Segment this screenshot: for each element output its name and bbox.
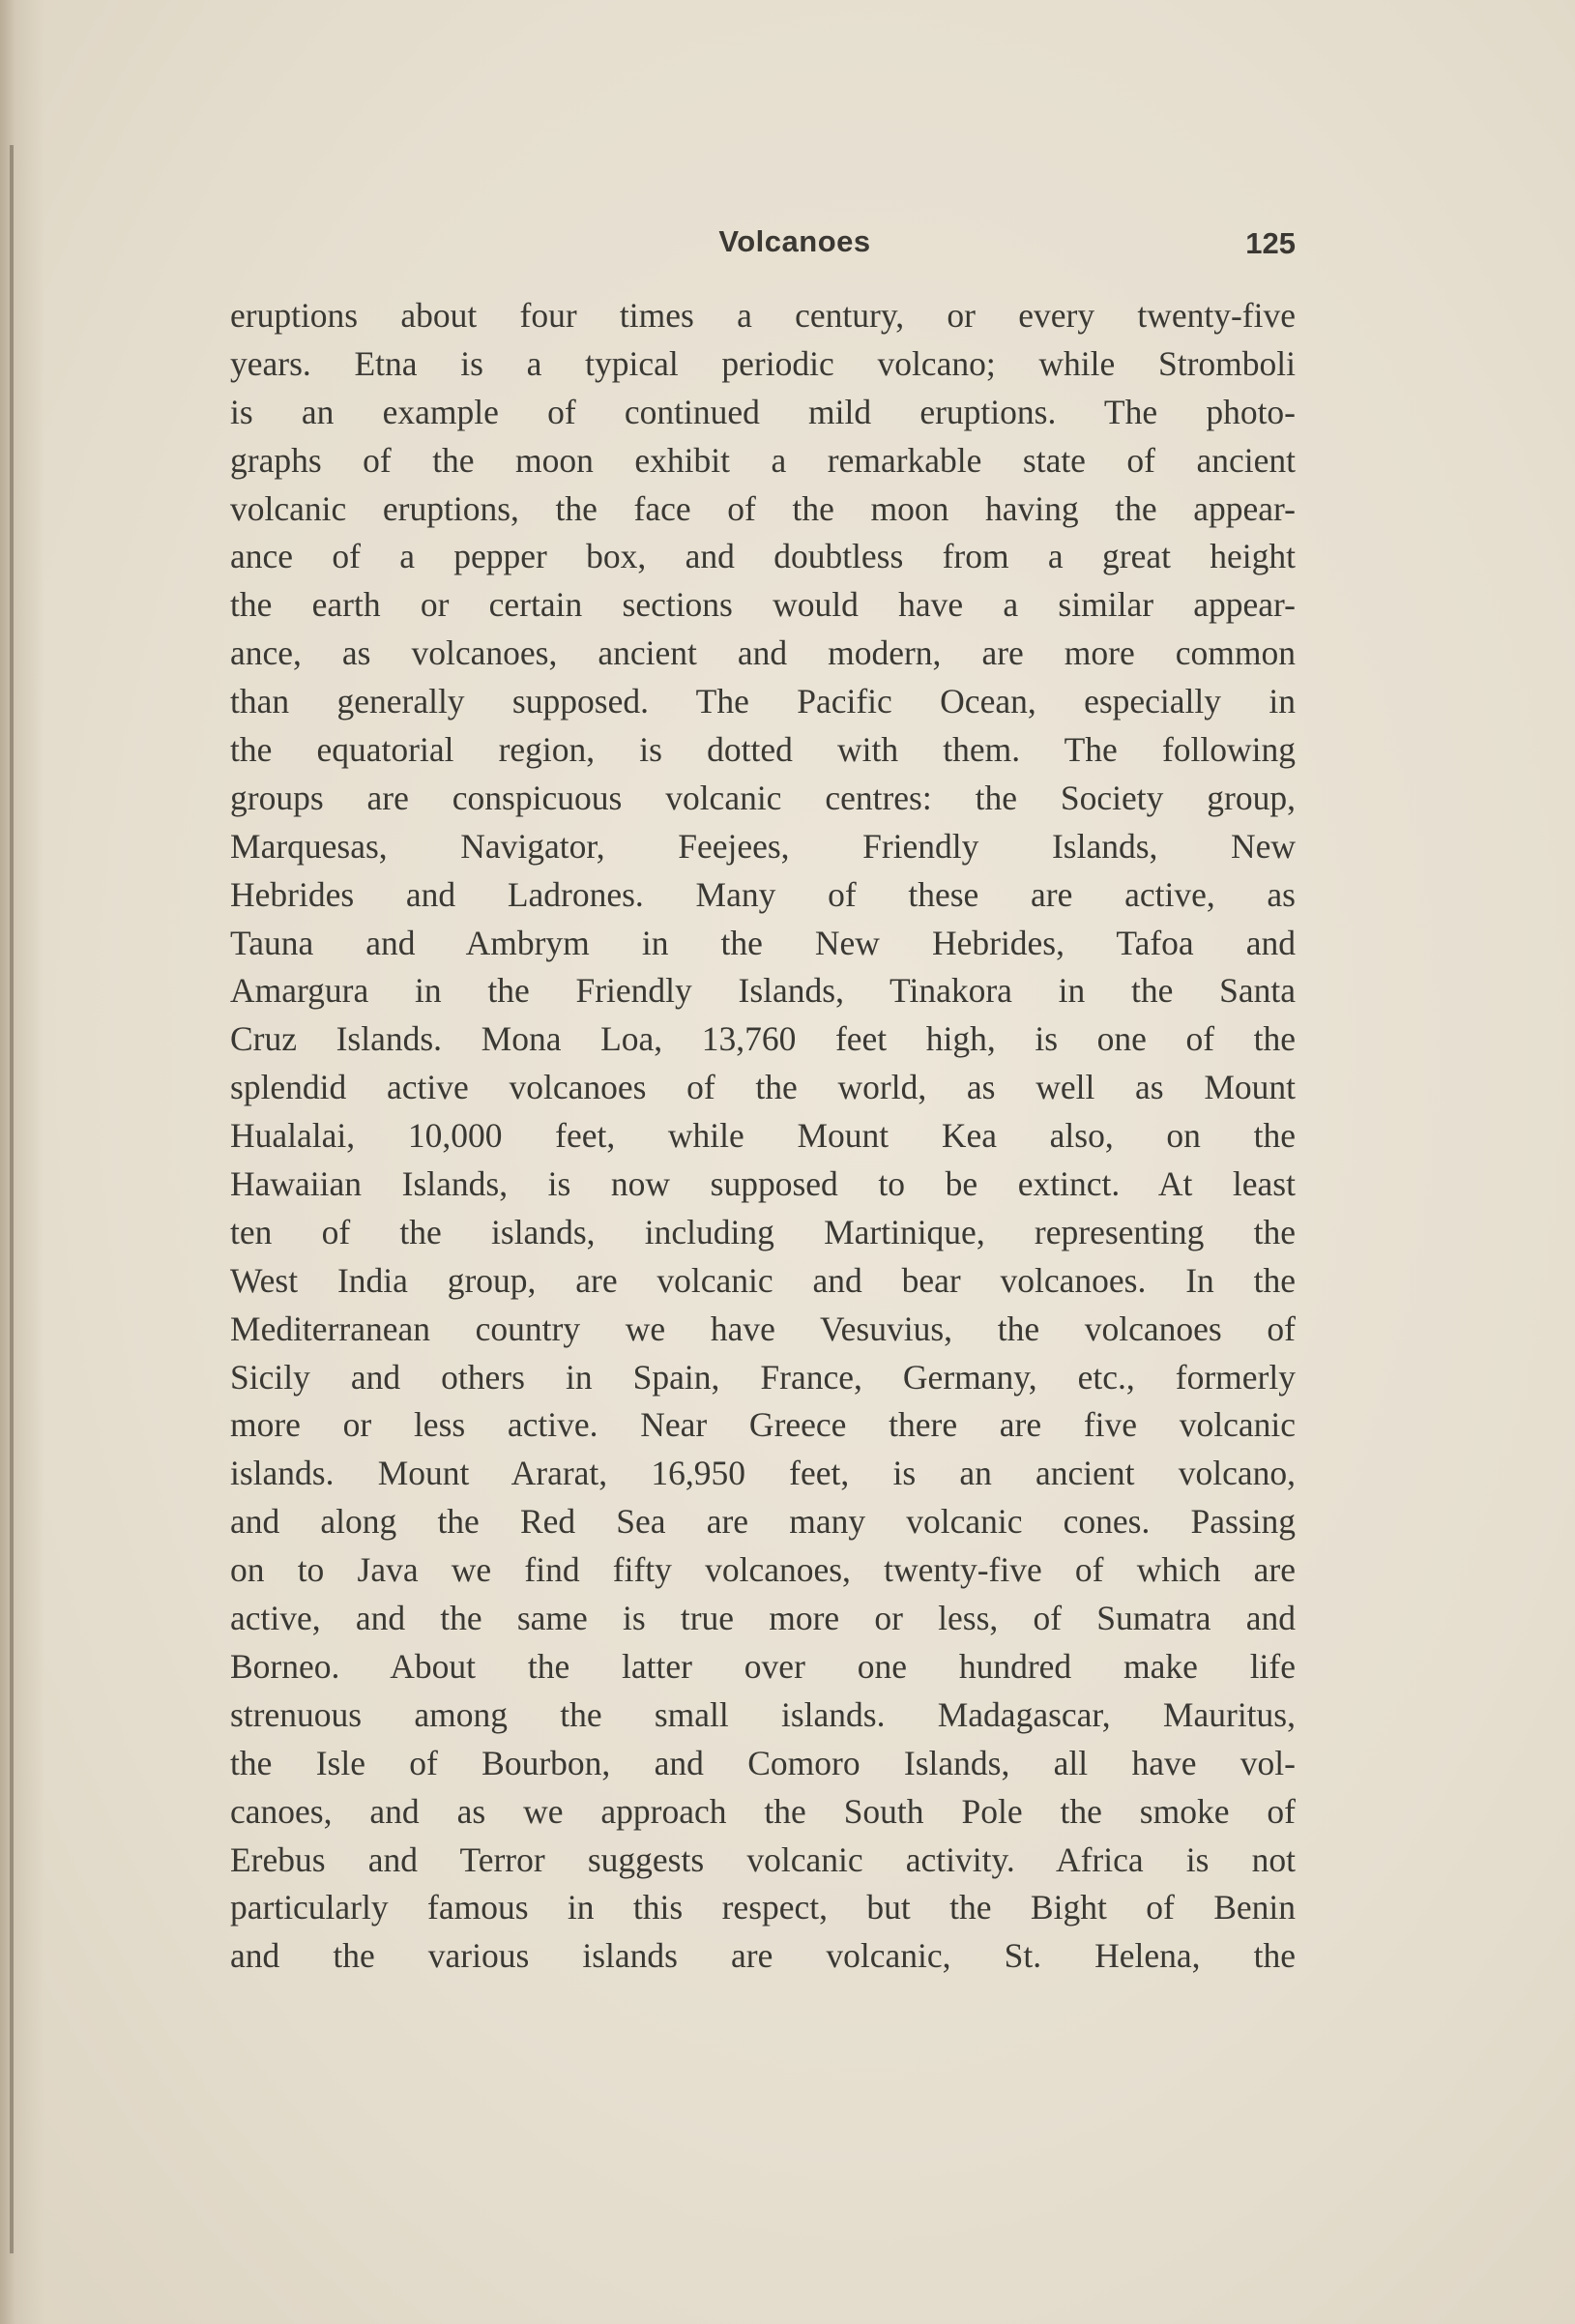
page-gutter-shadow <box>0 0 44 2324</box>
text-line: eruptions about four times a century, or every twenty-five <box>230 296 1296 335</box>
text-line: the equatorial region, is dotted with them. The following <box>230 730 1296 770</box>
text-line: Hualalai, 10,000 feet, while Mount Kea also, on the <box>230 1116 1296 1156</box>
text-line: West India group, are volcanic and bear volcanoes. In the <box>230 1260 1296 1300</box>
text-line: Mediterranean country we have Vesuvius, the volcanoes of <box>230 1309 1296 1348</box>
text-line: Tauna and Ambrym in the New Hebrides, Tafoa and <box>230 923 1296 962</box>
text-line: and along the Red Sea are many volcanic cones. Passing <box>230 1502 1296 1542</box>
text-line: volcanic eruptions, the face of the moon having the appear- <box>230 488 1296 528</box>
page-number: 125 <box>1245 226 1296 260</box>
text-line: than generally supposed. The Pacific Ocean, especially in <box>230 682 1296 721</box>
text-line: years. Etna is a typical periodic volcano; while Stromboli <box>230 343 1296 383</box>
running-head: Volcanoes <box>718 224 871 258</box>
text-line: canoes, and as we approach the South Pole the smoke of <box>230 1791 1296 1831</box>
text-line: strenuous among the small islands. Madagascar, Mauritus, <box>230 1694 1296 1734</box>
text-line: and the various islands are volcanic, St. Helena, the <box>230 1936 1296 1976</box>
text-line: the earth or certain sections would have a similar appear- <box>230 585 1296 625</box>
text-line: Sicily and others in Spain, France, Germany, etc., formerly <box>230 1357 1296 1397</box>
text-line: on to Java we find fifty volcanoes, twenty-five of which are <box>230 1550 1296 1590</box>
binding-edge <box>10 145 14 2253</box>
text-line: Hebrides and Ladrones. Many of these are active, as <box>230 874 1296 914</box>
text-line: ten of the islands, including Martinique, representing the <box>230 1212 1296 1251</box>
text-line: groups are conspicuous volcanic centres: the Society group, <box>230 778 1296 817</box>
text-line: the Isle of Bourbon, and Comoro Islands, all have vol- <box>230 1743 1296 1782</box>
text-line: Hawaiian Islands, is now supposed to be extinct. At least <box>230 1164 1296 1204</box>
text-line: splendid active volcanoes of the world, as well as Mount <box>230 1068 1296 1107</box>
text-line: ance, as volcanoes, ancient and modern, are more common <box>230 633 1296 673</box>
text-line: islands. Mount Ararat, 16,950 feet, is an ancient volcano, <box>230 1454 1296 1493</box>
text-line: Amargura in the Friendly Islands, Tinakora in the Santa <box>230 971 1296 1011</box>
text-line: active, and the same is true more or less, of Sumatra and <box>230 1599 1296 1638</box>
text-line: ance of a pepper box, and doubtless from a great height <box>230 537 1296 576</box>
text-line: Erebus and Terror suggests volcanic activity. Africa is not <box>230 1839 1296 1879</box>
text-line: is an example of continued mild eruptions. The photo- <box>230 392 1296 431</box>
text-line: Cruz Islands. Mona Loa, 13,760 feet high, is one of the <box>230 1019 1296 1059</box>
body-text <box>230 292 1296 1981</box>
page-header <box>232 221 1296 267</box>
text-line: Marquesas, Navigator, Feejees, Friendly Islands, New <box>230 826 1296 866</box>
text-line: Borneo. About the latter over one hundred make life <box>230 1646 1296 1686</box>
text-line: graphs of the moon exhibit a remarkable state of ancient <box>230 440 1296 480</box>
text-line: more or less active. Near Greece there are five volcanic <box>230 1405 1296 1445</box>
text-line: particularly famous in this respect, but the Bight of Benin <box>230 1888 1296 1927</box>
